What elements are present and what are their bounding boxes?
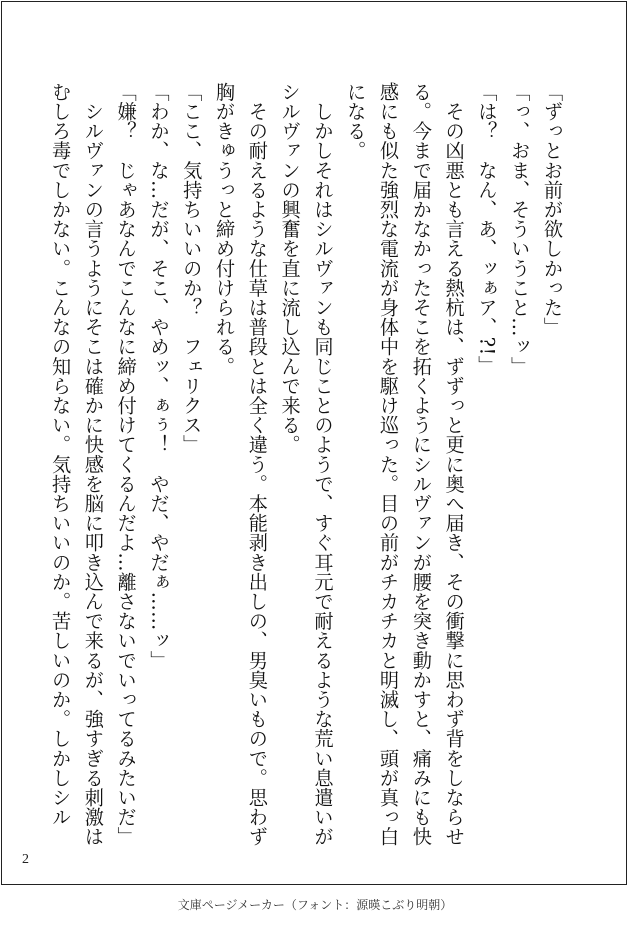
text-line: 「は？ なん、あ、ッぁア、?!」 (475, 82, 499, 376)
text-line: その凶悪とも言える熱杭は、ずずっと更に奥へ届き、その衝撃に思わず背をしならせ (442, 82, 466, 847)
text-line: その耐えるような仕草は普段とは全く違う。本能剥き出しの、男臭いもので。思わず (245, 82, 269, 847)
text-line: 「ずっとお前が欲しかった」 (541, 82, 564, 337)
footer-caption: 文庫ページメーカー（フォント：源暎こぶり明朝） (177, 898, 453, 912)
text-line: シルヴァンの興奮を直に流し込んで来る。 (278, 82, 302, 455)
vertical-text-body (43, 82, 568, 847)
text-line: になる。 (344, 82, 368, 161)
text-line: る。今まで届かなかったそこを拓くようにシルヴァンが腰を突き動かすと、痛みにも快 (409, 82, 433, 847)
page-frame (1, 1, 627, 885)
text-line: 「わか、な…だが、そこ、やめッ、ぁぅ！ やだ、やだぁ……ッ」 (147, 82, 171, 670)
text-line: 「っ、おま、そういうこと…ッ」 (508, 82, 532, 376)
text-line: しかしそれはシルヴァンも同じことのようで、すぐ耳元で耐えるような荒い息遣いが (311, 82, 335, 847)
text-line: 「嫌？ じゃあなんでこんなに締め付けてくるんだよ…離さないでいってるみたいだ」 (114, 82, 138, 847)
text-line: むしろ毒でしかない。こんなの知らない。気持ちいいのか。苦しいのか。しかしシル (49, 82, 73, 827)
text-line: シルヴァンの言うようにそこは確かに快感を脳に叩き込んで来るが、強すぎる刺激は (81, 82, 105, 847)
page-number: 2 (22, 852, 29, 867)
text-line: 胸がきゅうっと締め付けられる。 (213, 82, 237, 376)
text-line: 感にも似た強烈な電流が身体中を駆け巡った。目の前がチカチカと明滅し、頭が真っ白 (377, 82, 401, 847)
text-line: 「ここ、気持ちいいのか？ フェリクス」 (180, 82, 204, 455)
